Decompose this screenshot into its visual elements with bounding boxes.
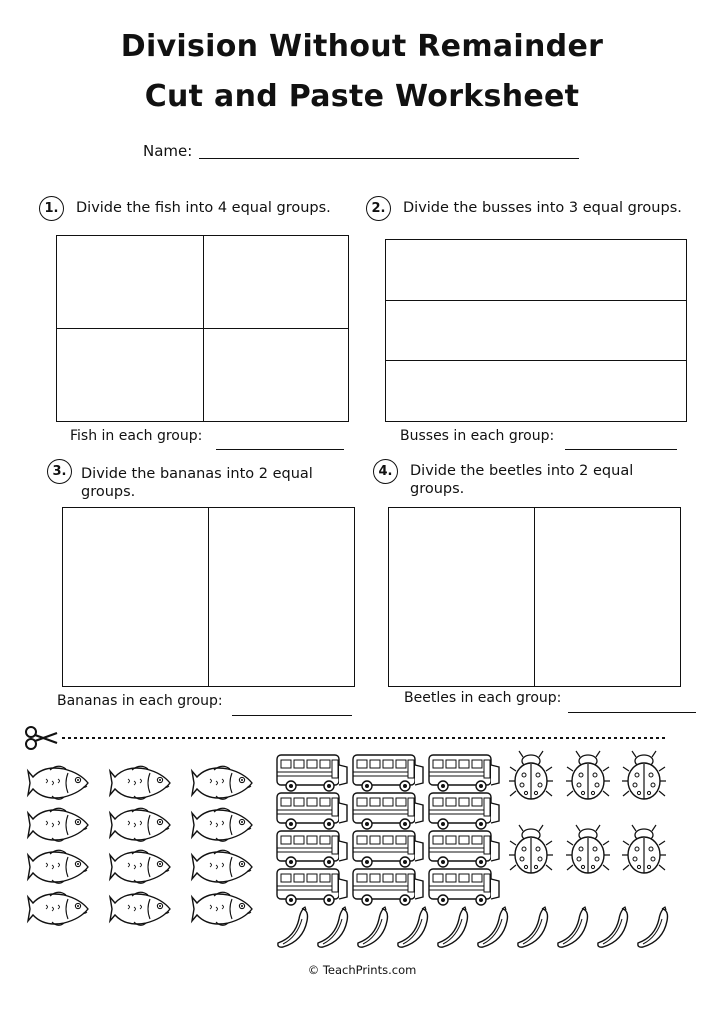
question-2-number: 2. [366,196,391,221]
fish-icon [192,850,252,883]
fish-icon [110,850,170,883]
bus-icon [429,793,499,829]
bus-icon [429,869,499,905]
grid-divider [386,300,686,301]
fish-cutouts [28,766,252,925]
question-2-text: Divide the busses into 3 equal groups. [403,200,682,216]
bus-icon [277,793,347,829]
banana-answer-line[interactable] [232,715,352,716]
name-input-line[interactable] [199,158,579,159]
bus-icon [353,869,423,905]
bus-icon [277,831,347,867]
beetle-answer-line[interactable] [568,712,696,713]
banana-group-grid[interactable] [62,507,355,687]
question-1-number: 1. [39,196,64,221]
fish-answer-label: Fish in each group: [70,428,203,444]
beetle-icon [509,751,553,799]
name-label: Name: [143,142,193,160]
banana-icon [598,907,628,947]
bus-icon [277,755,347,791]
beetle-answer-label: Beetles in each group: [404,690,562,706]
question-4-text: Divide the beetles into 2 equal groups. [410,463,634,497]
worksheet-title-line-2: Cut and Paste Worksheet [144,79,580,114]
banana-icon [638,907,668,947]
fish-icon [28,808,88,841]
fish-icon [28,892,88,925]
bus-icon [277,869,347,905]
banana-icon [438,907,468,947]
banana-answer-label: Bananas in each group: [57,693,223,709]
banana-icon [318,907,348,947]
fish-group-grid[interactable] [56,235,349,422]
fish-icon [192,766,252,799]
beetle-icon [509,825,553,873]
banana-icon [478,907,508,947]
beetle-group-grid[interactable] [388,507,681,687]
beetle-icon [566,751,610,799]
bus-icon [353,755,423,791]
fish-icon [110,892,170,925]
bus-cutouts [277,755,499,905]
grid-divider [386,360,686,361]
banana-cutouts [278,907,668,947]
bus-answer-line[interactable] [565,449,677,450]
worksheet-title-line-1: Division Without Remainder [120,29,604,64]
fish-icon [28,850,88,883]
grid-divider [208,508,209,686]
beetle-icon [622,825,666,873]
question-3-text: Divide the bananas into 2 equal groups. [81,466,313,500]
beetle-icon [566,825,610,873]
bus-icon [429,831,499,867]
bus-icon [429,755,499,791]
beetle-icon [622,751,666,799]
grid-divider [534,508,535,686]
banana-icon [398,907,428,947]
grid-divider [57,328,348,329]
bus-answer-label: Busses in each group: [400,428,555,444]
bus-group-grid[interactable] [385,239,687,422]
copyright-text: © TeachPrints.com [307,963,417,977]
fish-icon [110,808,170,841]
bus-icon [353,793,423,829]
fish-answer-line[interactable] [216,449,344,450]
fish-icon [192,892,252,925]
beetle-cutouts [509,751,666,873]
cutout-pictures [0,745,724,960]
banana-icon [358,907,388,947]
fish-icon [110,766,170,799]
fish-icon [192,808,252,841]
question-3-number: 3. [47,459,72,484]
question-4-number: 4. [373,459,398,484]
banana-icon [278,907,308,947]
bus-icon [353,831,423,867]
banana-icon [558,907,588,947]
question-1-text: Divide the fish into 4 equal groups. [76,200,331,216]
banana-icon [518,907,548,947]
fish-icon [28,766,88,799]
